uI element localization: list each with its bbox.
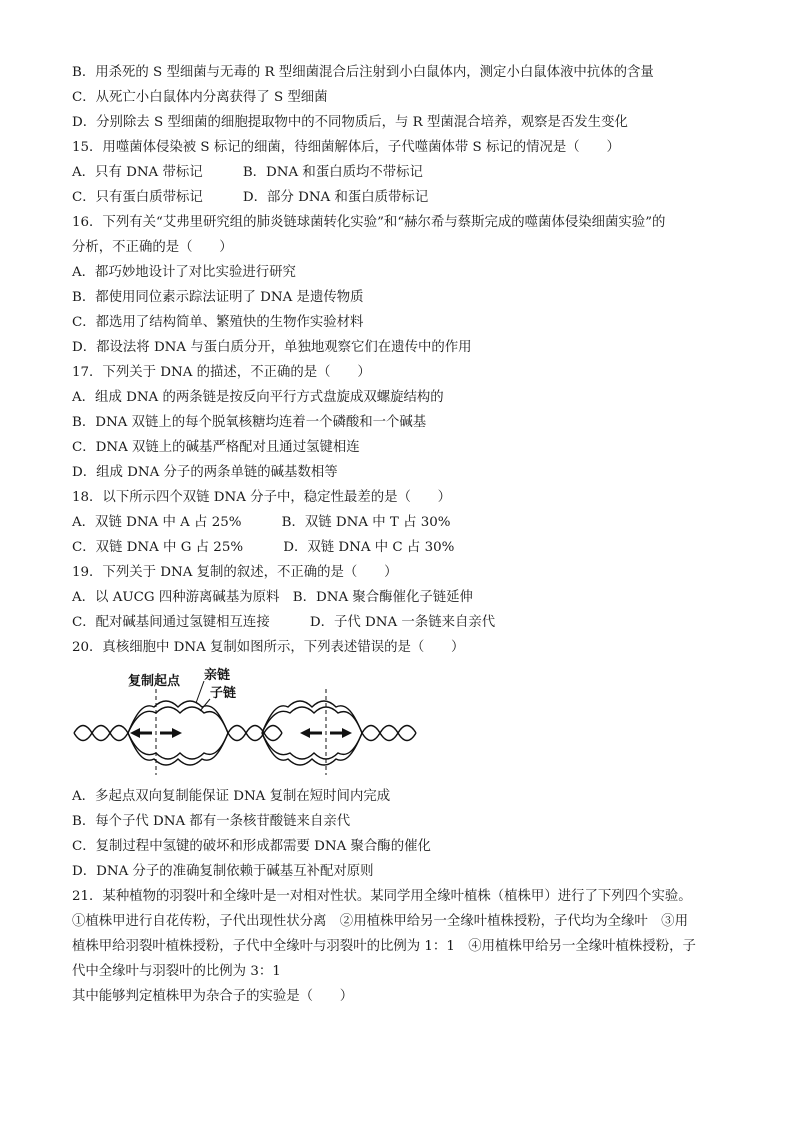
q17-option-a: A．组成 DNA 的两条链是按反向平行方式盘旋成双螺旋结构的 bbox=[72, 390, 444, 405]
parent-strand-label: 亲链 bbox=[204, 668, 231, 683]
q21-stem: 21．某种植物的羽裂叶和全缘叶是一对相对性状。某同学用全缘叶植株（植株甲）进行了下列四个实验。 bbox=[72, 889, 692, 904]
q18-stem: 18．以下所示四个双链 DNA 分子中，稳定性最差的是（ ） bbox=[72, 490, 452, 505]
daughter-strand-pointer bbox=[200, 699, 210, 711]
dna-helix-strands bbox=[74, 701, 416, 765]
q15-stem: 15．用噬菌体侵染被 S 标记的细菌，待细菌解体后，子代噬菌体带 S 标记的情况是（ ） bbox=[72, 140, 620, 155]
q21-experiments-line1: ①植株甲进行自花传粉，子代出现性状分离 ②用植株甲给另一全缘叶植株授粉，子代均为全缘叶 ③用 bbox=[72, 914, 688, 929]
q19-options-cd: C．配对碱基间通过氢键相互连接 D．子代 DNA 一条链来自亲代 bbox=[72, 615, 496, 630]
dna-replication-figure bbox=[72, 663, 422, 778]
q16-option-b: B．都使用同位素示踪法证明了 DNA 是遗传物质 bbox=[72, 290, 364, 305]
q16-stem-line1: 16．下列有关“艾弗里研究组的肺炎链球菌转化实验”和“赫尔希与蔡斯完成的噬菌体侵染细菌实验”的 bbox=[72, 215, 666, 230]
q19-stem: 19．下列关于 DNA 复制的叙述，不正确的是（ ） bbox=[72, 565, 398, 580]
q14-option-b: B．用杀死的 S 型细菌与无毒的 R 型细菌混合后注射到小白鼠体内，测定小白鼠体液中抗体的含量 bbox=[72, 65, 654, 80]
q21-experiments-line2: 植株甲给羽裂叶植株授粉，子代中全缘叶与羽裂叶的比例为 1：1 ④用植株甲给另一全缘叶植株授粉，子 bbox=[72, 939, 696, 954]
q20-option-d: D．DNA 分子的准确复制依赖于碱基互补配对原则 bbox=[72, 864, 374, 879]
q14-option-d: D．分别除去 S 型细菌的细胞提取物中的不同物质后，与 R 型菌混合培养，观察是否发生变化 bbox=[72, 115, 628, 130]
q20-option-b: B．每个子代 DNA 都有一条核苷酸链来自亲代 bbox=[72, 814, 351, 829]
q17-option-c: C．DNA 双链上的碱基严格配对且通过氢键相连 bbox=[72, 440, 360, 455]
q17-stem: 17．下列关于 DNA 的描述，不正确的是（ ） bbox=[72, 365, 371, 380]
replication-direction-arrows bbox=[130, 728, 352, 738]
replication-origin-label: 复制起点 bbox=[128, 674, 181, 689]
q15-options-cd: C．只有蛋白质带标记 D．部分 DNA 和蛋白质带标记 bbox=[72, 190, 429, 205]
q17-option-b: B．DNA 双链上的每个脱氧核糖均连着一个磷酸和一个碱基 bbox=[72, 415, 427, 430]
parent-strand-pointer bbox=[196, 681, 204, 703]
q16-option-d: D．都设法将 DNA 与蛋白质分开，单独地观察它们在遗传中的作用 bbox=[72, 340, 472, 355]
daughter-strand-label: 子链 bbox=[210, 686, 237, 701]
q16-option-a: A．都巧妙地设计了对比实验进行研究 bbox=[72, 265, 296, 280]
q18-options-cd: C．双链 DNA 中 G 占 25% D．双链 DNA 中 C 占 30% bbox=[72, 540, 455, 555]
q18-options-ab: A．双链 DNA 中 A 占 25% B．双链 DNA 中 T 占 30% bbox=[72, 515, 451, 530]
q21-question: 其中能够判定植株甲为杂合子的实验是（ ） bbox=[72, 989, 354, 1004]
q21-experiments-line3: 代中全缘叶与羽裂叶的比例为 3：1 bbox=[72, 964, 281, 979]
q20-stem: 20．真核细胞中 DNA 复制如图所示，下列表述错误的是（ ） bbox=[72, 640, 465, 655]
q16-stem-line2: 分析，不正确的是（ ） bbox=[72, 240, 233, 255]
q16-option-c: C．都选用了结构简单、繁殖快的生物作实验材料 bbox=[72, 315, 364, 330]
q17-option-d: D．组成 DNA 分子的两条单链的碱基数相等 bbox=[72, 465, 338, 480]
q19-options-ab: A．以 AUCG 四种游离碱基为原料 B．DNA 聚合酶催化子链延伸 bbox=[72, 590, 473, 605]
q15-options-ab: A．只有 DNA 带标记 B．DNA 和蛋白质均不带标记 bbox=[72, 165, 423, 180]
q20-option-a: A．多起点双向复制能保证 DNA 复制在短时间内完成 bbox=[72, 789, 391, 804]
q14-option-c: C．从死亡小白鼠体内分离获得了 S 型细菌 bbox=[72, 90, 328, 105]
q20-option-c: C．复制过程中氢键的破坏和形成都需要 DNA 聚合酶的催化 bbox=[72, 839, 431, 854]
